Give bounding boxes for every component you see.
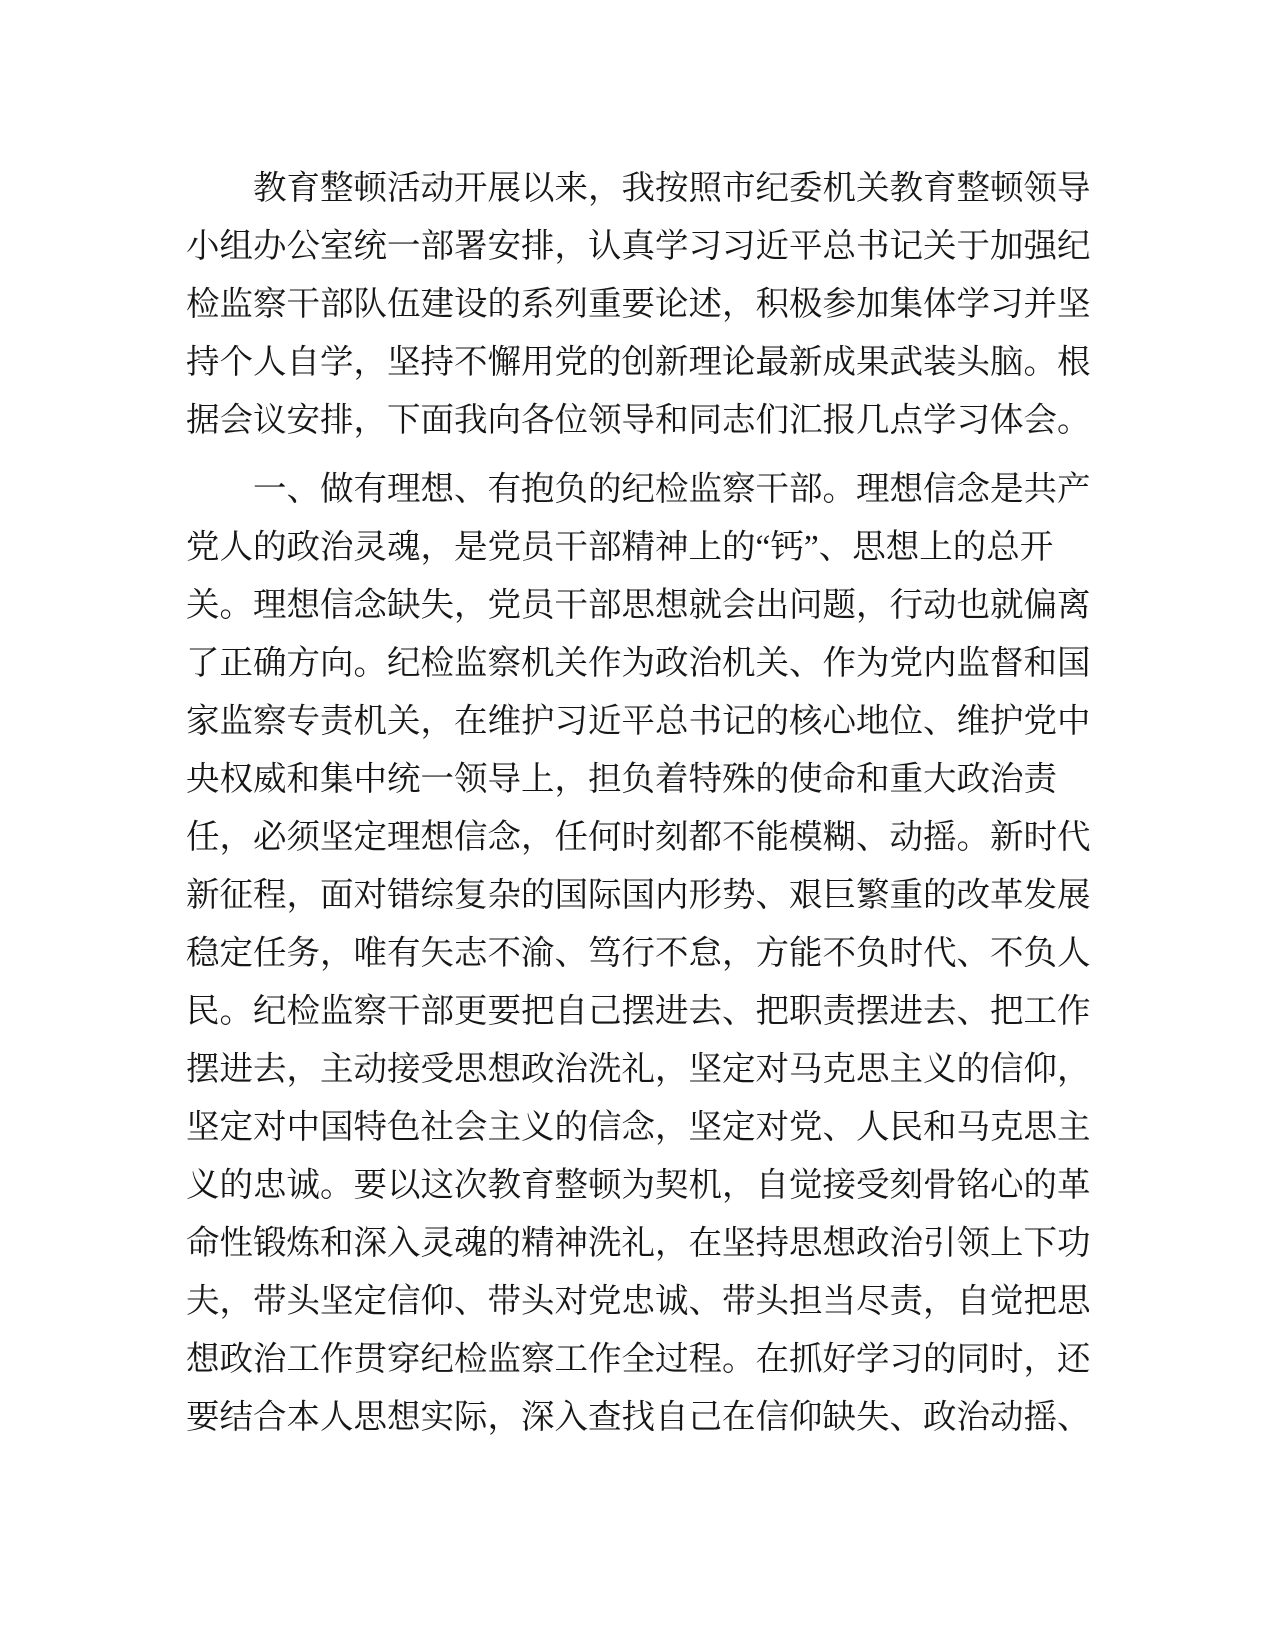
text-line: 关。理想信念缺失，党员干部思想就会出问题，行动也就偏离 bbox=[186, 587, 1091, 624]
paragraph-intro bbox=[186, 160, 1091, 450]
text-line: 检监察干部队伍建设的系列重要论述，积极参加集体学习并坚 bbox=[186, 286, 1091, 323]
text-line: 义的忠诚。要以这次教育整顿为契机，自觉接受刻骨铭心的革 bbox=[186, 1167, 1091, 1204]
text-line: 党人的政治灵魂，是党员干部精神上的“钙”、思想上的总开 bbox=[186, 529, 1054, 566]
text-line: 家监察专责机关，在维护习近平总书记的核心地位、维护党中 bbox=[186, 703, 1091, 740]
text-line: 小组办公室统一部署安排，认真学习习近平总书记关于加强纪 bbox=[186, 228, 1091, 265]
text-line: 命性锻炼和深入灵魂的精神洗礼，在坚持思想政治引领上下功 bbox=[186, 1225, 1091, 1262]
text-line: 坚定对中国特色社会主义的信念，坚定对党、人民和马克思主 bbox=[186, 1109, 1091, 1146]
text-line: 稳定任务，唯有矢志不渝、笃行不怠，方能不负时代、不负人 bbox=[186, 935, 1091, 972]
text-line: 据会议安排，下面我向各位领导和同志们汇报几点学习体会。 bbox=[186, 402, 1091, 439]
text-line: 要结合本人思想实际，深入查找自己在信仰缺失、政治动摇、 bbox=[186, 1399, 1091, 1436]
paragraph-section-one bbox=[186, 461, 1091, 1447]
text-line: 民。纪检监察干部更要把自己摆进去、把职责摆进去、把工作 bbox=[186, 993, 1091, 1030]
text-line: 摆进去，主动接受思想政治洗礼，坚定对马克思主义的信仰， bbox=[186, 1051, 1091, 1088]
text-line: 了正确方向。纪检监察机关作为政治机关、作为党内监督和国 bbox=[186, 645, 1091, 682]
text-line: 任，必须坚定理想信念，任何时刻都不能模糊、动摇。新时代 bbox=[186, 819, 1091, 856]
text-line: 一、做有理想、有抱负的纪检监察干部。理想信念是共产 bbox=[253, 471, 1091, 508]
text-line: 央权威和集中统一领导上，担负着特殊的使命和重大政治责 bbox=[186, 761, 1057, 798]
text-line: 新征程，面对错综复杂的国际国内形势、艰巨繁重的改革发展 bbox=[186, 877, 1091, 914]
text-line: 夫，带头坚定信仰、带头对党忠诚、带头担当尽责，自觉把思 bbox=[186, 1283, 1091, 1320]
text-line: 想政治工作贯穿纪检监察工作全过程。在抓好学习的同时，还 bbox=[186, 1341, 1091, 1378]
document-body bbox=[186, 160, 1091, 1447]
text-line: 教育整顿活动开展以来，我按照市纪委机关教育整顿领导 bbox=[253, 170, 1091, 207]
text-line: 持个人自学，坚持不懈用党的创新理论最新成果武装头脑。根 bbox=[186, 344, 1091, 381]
